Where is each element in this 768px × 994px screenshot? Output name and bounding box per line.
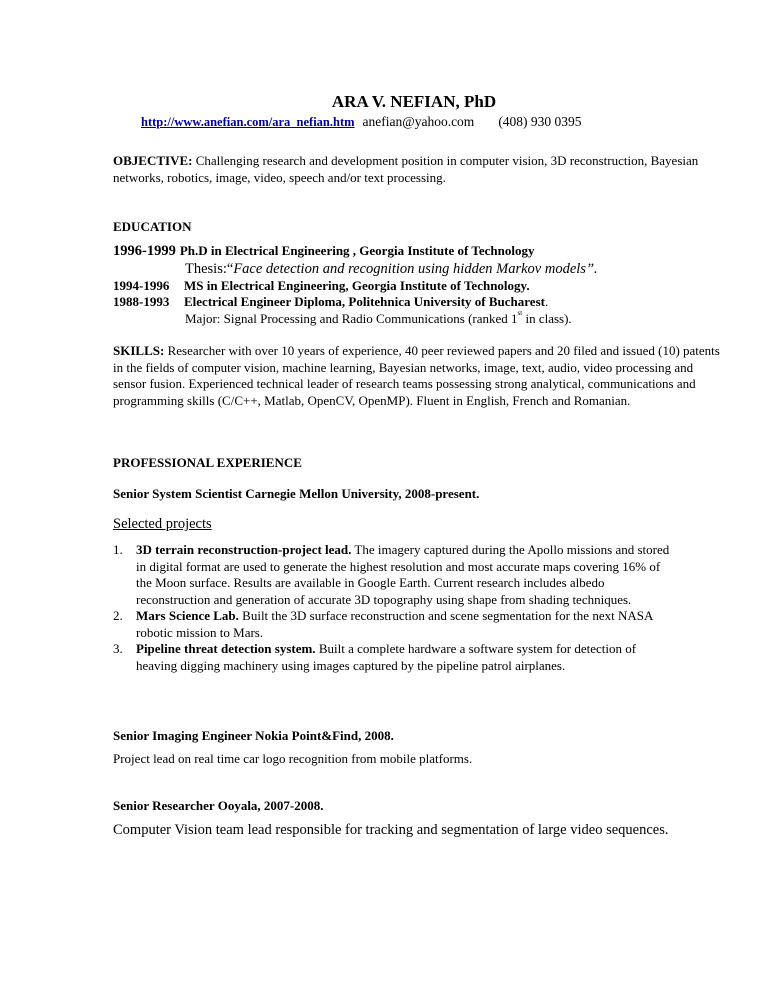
list-item <box>113 608 673 641</box>
major-superscript: st <box>517 309 523 317</box>
project-text: Built a complete hardware a software system for detection of heaving digging machinery using images captured by the pipeline patrol airplanes. <box>136 641 637 673</box>
website-link[interactable]: http://www.anefian.com/ara_nefian.htm <box>141 115 355 129</box>
selected-projects-heading: Selected projects <box>113 516 212 532</box>
list-item-number: 2. <box>113 608 123 623</box>
project-title: Pipeline threat detection system. <box>136 641 316 656</box>
job-title-cmu: Senior System Scientist Carnegie Mellon University, 2008-present. <box>113 486 480 501</box>
project-title: Mars Science Lab. <box>136 608 239 623</box>
projects-list <box>113 542 673 674</box>
job-title-ooyala: Senior Researcher Ooyala, 2007-2008. <box>113 798 324 813</box>
diploma-period: . <box>544 294 549 309</box>
education-entry-phd <box>113 242 534 260</box>
education-heading: EDUCATION <box>113 219 192 234</box>
job-description-ooyala: Computer Vision team lead responsible for tracking and segmentation of large video sequences. <box>113 822 669 838</box>
job-title-nokia: Senior Imaging Engineer Nokia Point&Find, 2008. <box>113 728 394 743</box>
education-years: 1994-1996 <box>113 278 170 293</box>
candidate-name: ARA V. NEFIAN, PhD <box>331 92 497 111</box>
education-entry-ms <box>113 278 530 294</box>
education-degree: Electrical Engineer Diploma, Politehnica University of Bucharest <box>184 294 545 309</box>
list-item <box>113 542 673 608</box>
contact-line <box>141 114 582 130</box>
education-degree: MS in Electrical Engineering, Georgia Institute of Technology. <box>184 278 530 293</box>
objective-section <box>113 153 743 186</box>
project-text: The imagery captured during the Apollo missions and stored in digital format are used to generate the highest resolution and most accurate maps covering 16% of the Moon surface. Results are available in Google Earth. Current research includes albedo reconstruction and generation of accurate 3D topography using shape from shading techniques. <box>136 542 670 607</box>
education-degree: Ph.D in Electrical Engineering , Georgia Institute of Technology <box>179 243 535 258</box>
thesis-title: Face detection and recognition using hidden Markov models”. <box>233 261 598 277</box>
major-line <box>185 311 572 327</box>
education-years: 1988-1993 <box>113 294 170 309</box>
list-item-number: 3. <box>113 641 123 656</box>
project-text: Built the 3D surface reconstruction and scene segmentation for the next NASA robotic mission to Mars. <box>136 608 653 640</box>
thesis-line <box>185 261 598 278</box>
skills-section <box>113 343 728 409</box>
education-entry-diploma <box>113 294 548 310</box>
job-description-nokia: Project lead on real time car logo recognition from mobile platforms. <box>113 751 473 766</box>
major-end: in class). <box>522 311 572 326</box>
skills-text: Researcher with over 10 years of experience, 40 peer reviewed papers and 20 filed and issued (10) patents in the fields of computer vision, machine learning, Bayesian networks, image, text, audio, video processing and sensor fusion. Experienced technical leader of research teams possessing strong analytical, communications and programming skills (C/C++, Matlab, OpenCV, OpenMP). Fluent in English, French and Romanian. <box>113 343 720 408</box>
project-title: 3D terrain reconstruction-project lead. <box>136 542 352 557</box>
education-years: 1996-1999 <box>113 243 176 259</box>
list-item-number: 1. <box>113 542 123 557</box>
email: anefian@yahoo.com <box>362 114 475 129</box>
list-item <box>113 641 673 674</box>
objective-text: Challenging research and development position in computer vision, 3D reconstruction, Bayesian networks, robotics, image, video, speech and/or text processing. <box>113 153 699 185</box>
experience-heading: PROFESSIONAL EXPERIENCE <box>113 455 302 470</box>
thesis-label: Thesis:“ <box>185 261 234 277</box>
skills-label: SKILLS: <box>113 343 165 358</box>
phone: (408) 930 0395 <box>498 114 582 129</box>
major-text: Major: Signal Processing and Radio Communications (ranked 1 <box>185 311 518 326</box>
objective-label: OBJECTIVE: <box>113 153 193 168</box>
